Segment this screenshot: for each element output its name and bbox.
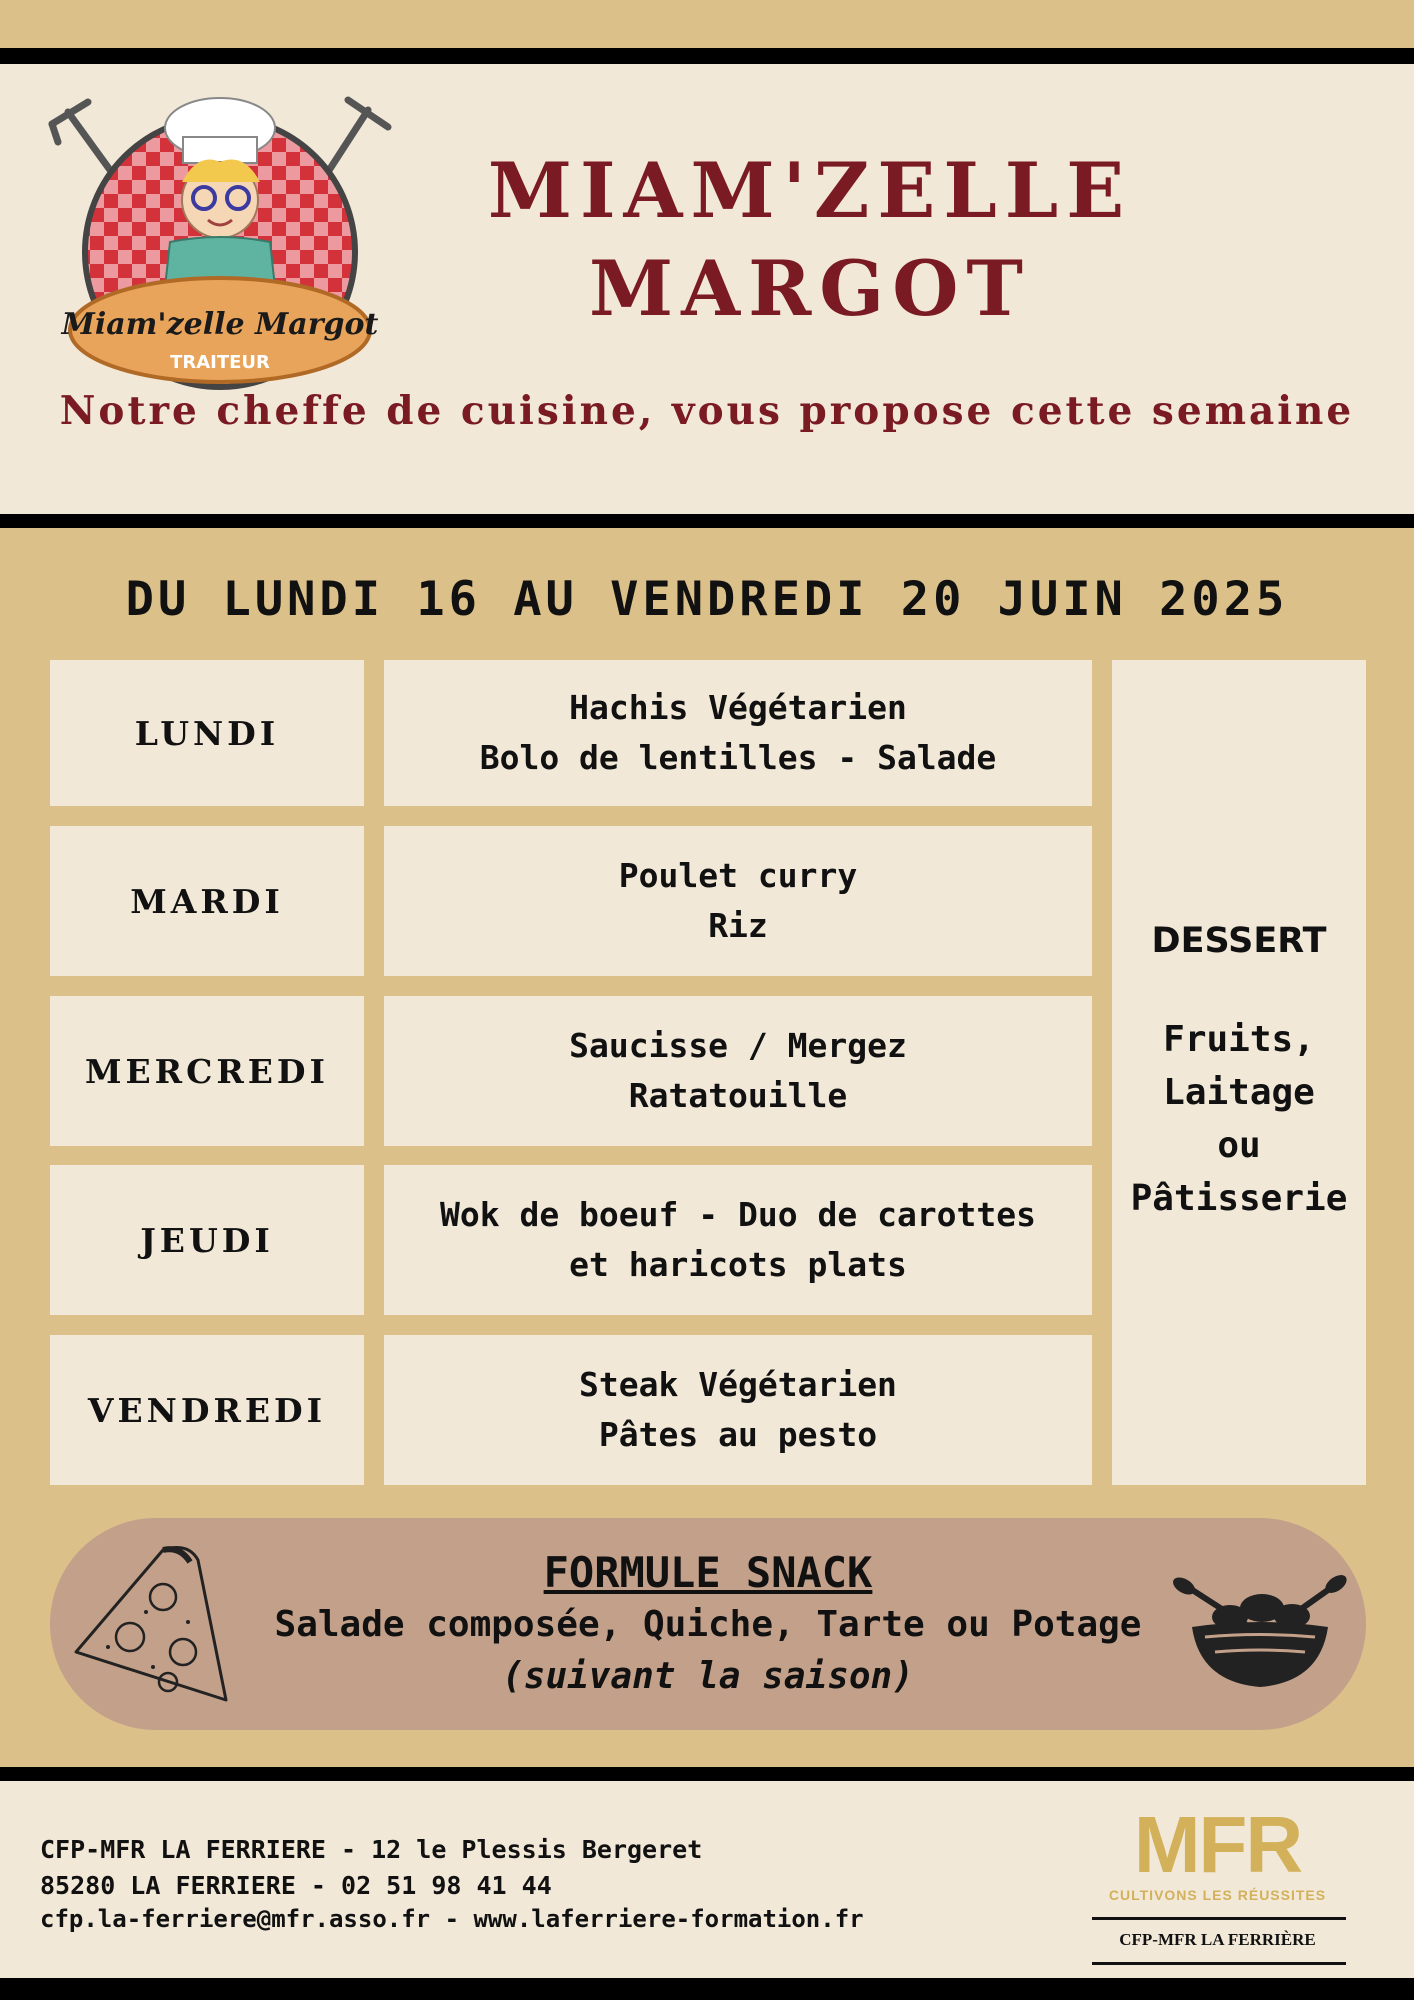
meal-line: Pâtes au pesto [598, 1415, 878, 1454]
week-title: DU LUNDI 16 AU VENDREDI 20 JUIN 2025 [125, 572, 1289, 627]
snack-items: Salade composée, Quiche, Tarte ou Potage [274, 1604, 1142, 1645]
bottom-divider [0, 1978, 1414, 2000]
title-line-1: MIAM'ZELLE [487, 146, 1133, 235]
meal-cell-jeudi [384, 1165, 1092, 1315]
meal-cell-mardi [384, 826, 1092, 976]
snack-title: FORMULE SNACK [543, 1548, 873, 1597]
dessert-title: DESSERT [1151, 920, 1327, 961]
meal-line: Hachis Végétarien [569, 688, 907, 727]
footer-divider [0, 1767, 1414, 1781]
meal-cell-mercredi [384, 996, 1092, 1146]
day-cell-mercredi: MERCREDI [50, 996, 364, 1146]
dessert-line: ou [1217, 1124, 1261, 1166]
footer-panel [0, 1781, 1414, 1978]
mfr-logo [1090, 1799, 1345, 1964]
day-cell-lundi: LUNDI [50, 660, 364, 806]
divider [1092, 1962, 1346, 1965]
dessert-line: Fruits, [1163, 1018, 1315, 1060]
meal-cell-lundi [384, 660, 1092, 806]
meal-line: Wok de boeuf - Duo de carottes [439, 1195, 1037, 1234]
chef-logo [48, 82, 393, 392]
mfr-tagline: CULTIVONS LES RÉUSSITES [1108, 1887, 1327, 1903]
mfr-name: CFP-MFR LA FERRIÈRE [1119, 1930, 1316, 1949]
subtitle: Notre cheffe de cuisine, vous propose cette semaine [59, 388, 1355, 434]
day-cell-jeudi: JEUDI [50, 1165, 364, 1315]
salad-bowl-icon [1170, 1572, 1350, 1692]
dessert-line: Pâtisserie [1130, 1177, 1348, 1219]
day-cell-vendredi: VENDREDI [50, 1335, 364, 1485]
header-panel [0, 64, 1414, 514]
meal-line: et haricots plats [569, 1245, 907, 1284]
meal-line: Steak Végétarien [579, 1365, 897, 1404]
divider [1092, 1917, 1346, 1920]
snack-note: (suivant la saison) [502, 1656, 914, 1697]
snack-banner [50, 1518, 1366, 1730]
address-line-1: CFP-MFR LA FERRIERE - 12 le Plessis Bergeret [40, 1835, 703, 1864]
meal-line: Bolo de lentilles - Salade [479, 738, 997, 777]
day-cell-mardi: MARDI [50, 826, 364, 976]
dessert-line: Laitage [1163, 1071, 1315, 1113]
title-line-2: MARGOT [589, 244, 1031, 333]
meal-line: Poulet curry [618, 856, 858, 895]
logo-badge-text: TRAITEUR [170, 352, 270, 373]
logo-script-text: Miam'zelle Margot [61, 307, 379, 342]
top-divider [0, 48, 1414, 64]
contact-line[interactable]: cfp.la-ferriere@mfr.asso.fr - www.laferriere-formation.fr [40, 1905, 864, 1933]
meal-line: Ratatouille [628, 1076, 848, 1115]
header-divider [0, 514, 1414, 528]
meal-line: Riz [708, 906, 768, 945]
meal-line: Saucisse / Mergez [569, 1026, 907, 1065]
mfr-logo-text: MFR [1133, 1800, 1302, 1889]
meal-cell-vendredi [384, 1335, 1092, 1485]
dessert-panel [1112, 660, 1366, 1485]
address-line-2: 85280 LA FERRIERE - 02 51 98 41 44 [40, 1871, 552, 1900]
